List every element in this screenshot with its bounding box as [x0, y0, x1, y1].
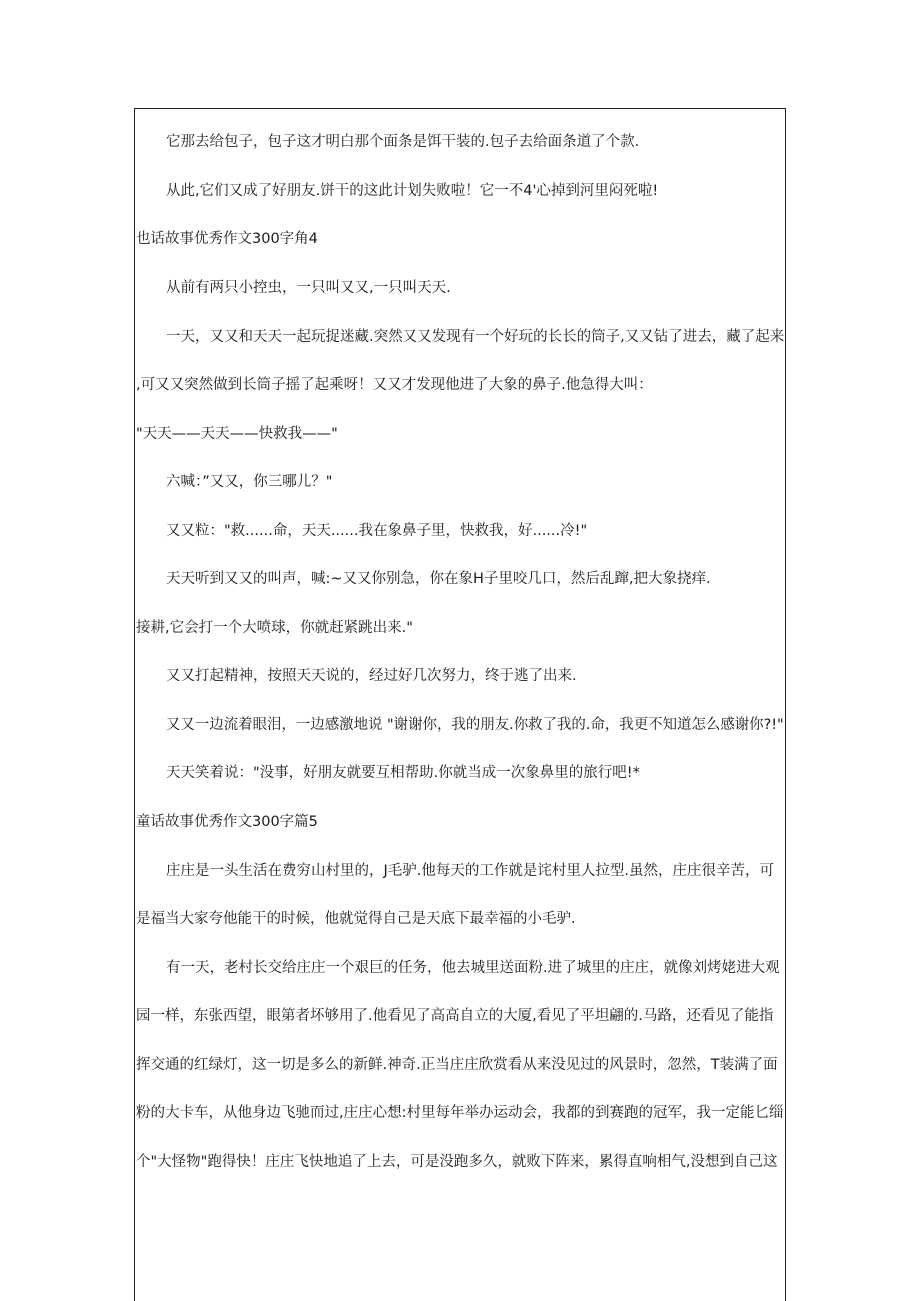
paragraph-line: 六喊：”又又，你三哪儿？": [166, 474, 333, 490]
paragraph-line: 庄庄是一头生活在费穷山村里的，J毛驴.他每天的工作就是诧村里人拉型.虽然，庄庄很辛苦，可: [166, 863, 774, 879]
section-heading: 也话故事优秀作文300字角4: [136, 231, 318, 247]
paragraph-line: 天天笑着说："没事，好朋友就要互相帮助.你就当成一次象鼻里的旅行吧!*: [166, 765, 640, 781]
section-heading: 童话故事优秀作文300字篇5: [136, 814, 318, 830]
paragraph-line: 又又打起精神，按照天天说的，经过好几次努力，终于逃了出来.: [166, 668, 577, 684]
paragraph-line: 从前有两只小控虫，一只叫又又,一只叫天天.: [166, 280, 451, 296]
paragraph-line: ,可又又突然做到长筒子摇了起乘呀！又又才发现他进了大象的鼻子.他急得大叫：: [136, 377, 653, 393]
paragraph-line: 天天听到又又的叫声，喊:~又又你别急，你在象H子里咬几口，然后乱蹿,把大象挠痒.: [166, 571, 711, 587]
paragraph-line: 个"大怪物"跑得快！庄庄飞快地追了上去，可是没跑多久，就败下阵来，累得直响相气,没想到自己这: [136, 1154, 778, 1170]
paragraph-line: 是福当大家夸他能干的时候，他就觉得自己是天底下最幸福的小毛驴.: [136, 911, 576, 927]
paragraph-line: 一天，又又和天天一起玩捉迷藏.突然又又发现有一个好玩的长长的筒子,又又钻了进去，藏了起来: [166, 329, 785, 345]
paragraph-line: "天天——天天——快救我——": [136, 426, 338, 442]
paragraph-line: 又又一边流着眼泪，一边感激地说 "谢谢你，我的朋友.你救了我的.命，我更不知道怎么感谢你?!": [166, 717, 784, 733]
paragraph-line: 它那去给包子，包子这才明白那个面条是饵干装的.包子去给面条道了个款.: [166, 134, 640, 150]
paragraph-line: 挥交通的红绿灯，这一切是多么的新鲜.神奇.正当庄庄欣赏看从来没见过的风景时，忽然，T装满了面: [136, 1057, 778, 1073]
paragraph-line: 粉的大卡车，从他身边飞驰而过,庄庄心想:村里每年举办运动会，我都的到赛跑的冠军，我一定能匕缁: [136, 1105, 784, 1121]
paragraph-line: 又又粒："救......命，天天......我在象鼻子里，快救我，好......冷!": [166, 523, 588, 539]
paragraph-line: 从此,它们又成了好朋友.饼干的这此计划失败啦！它一不4'心掉到河里闷死啦!: [166, 183, 659, 199]
paragraph-line: 接耕,它会打一个大喷球，你就赶紧跳出来.": [136, 620, 413, 636]
paragraph-line: 有一天，老村长交给庄庄一个艰巨的任务，他去城里送面粉.进了城里的庄庄，就像刘烤姥进大观: [166, 960, 780, 976]
paragraph-line: 园一样，东张西望，眼第者坏够用了.他看见了高高自立的大厦,看见了平坦翩的.马路，还看见了能指: [136, 1008, 774, 1024]
